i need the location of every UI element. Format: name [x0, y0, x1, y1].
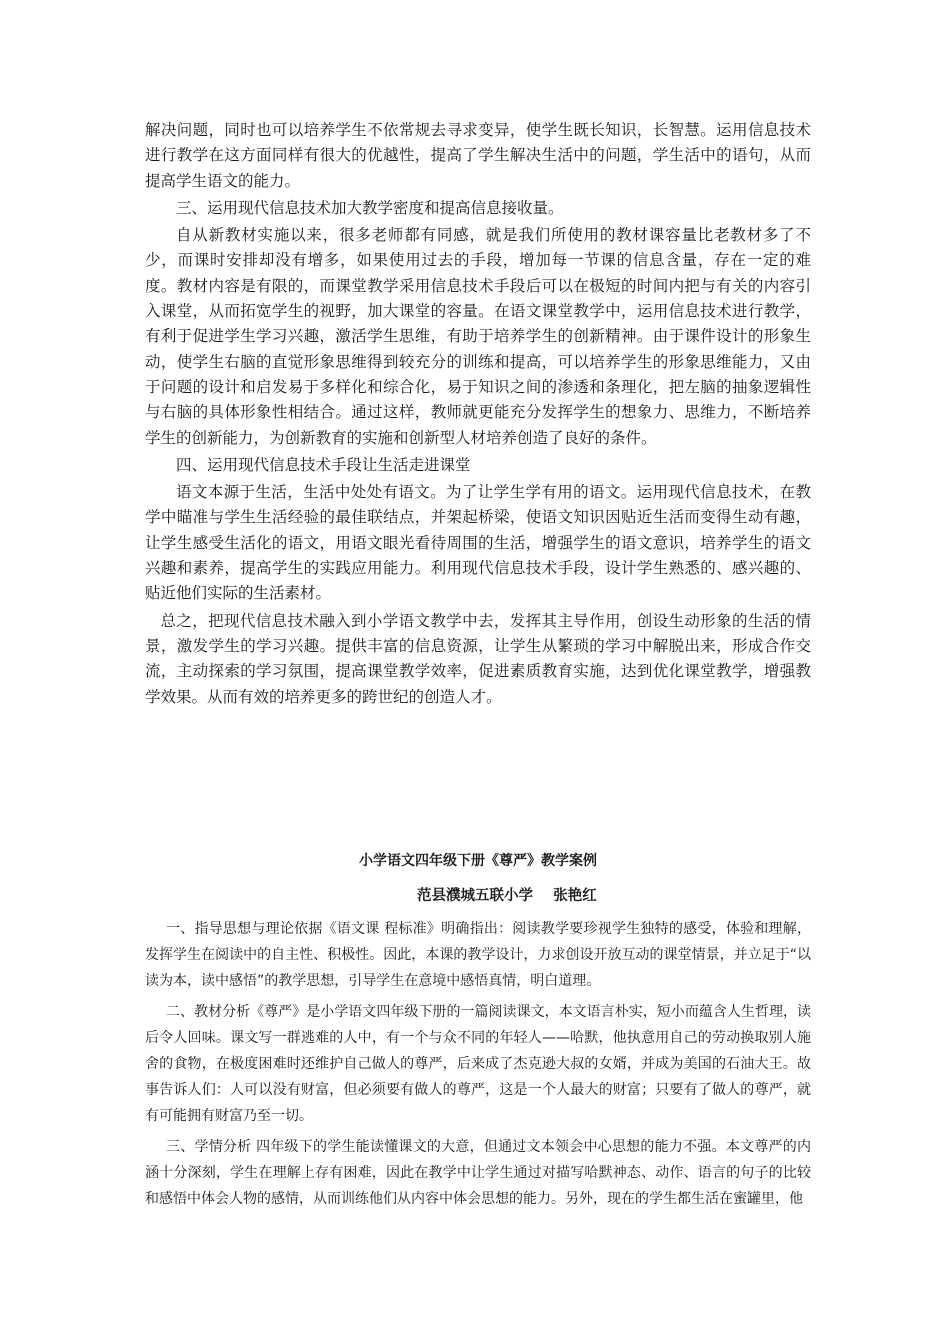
section-heading-3: 三、运用现代信息技术加大教学密度和提高信息接收量。	[176, 198, 564, 217]
article-title: 小学语文四年级下册《尊严》教学案例	[359, 853, 597, 869]
teaching-case-article	[145, 850, 811, 1219]
paragraph-conclusion: 总之，把现代信息技术融入到小学语文教学中去，发挥其主导作用，创设生动形象的生活的情景，激发学生的学习兴趣。提供丰富的信息资源，让学生从繁琐的学习中解脱出来，形成合作交流，主动探索的学习氛围，提高课堂教学效率，促进素质教育实施，达到优化课堂教学，增强教学效果。从而有效的培养更多的跨世纪的创造人才。	[145, 611, 811, 706]
article-continuation	[145, 118, 811, 710]
section-textbook-analysis: 二、教材分析《尊严》是小学语文四年级下册的一篇阅读课文，本文语言朴实，短小而蕴含人生哲理，读后令人回味。课文写一群逃难的人中，有一个与众不同的年轻人——哈默，他执意用自己的劳动换取别人施舍的食物，在极度困难时还维护自己做人的尊严，后来成了杰克逊大叔的女婿，并成为美国的石油大王。故事告诉人们：人可以没有财富，但必须要有做人的尊严，这是一个人最大的财富；只要有了做人的尊严，就有可能拥有财富乃至一切。	[145, 1004, 811, 1124]
section-heading-4: 四、运用现代信息技术手段让生活走进课堂	[176, 455, 471, 474]
paragraph-intro-continuation: 解决问题，同时也可以培养学生不依常规去寻求变异，使学生既长知识，长智慧。运用信息技术进行教学在这方面同样有很大的优越性，提高了学生解决生活中的问题，学生活中的语句，从而提高学生语文的能力。	[145, 121, 811, 190]
section-student-analysis: 三、学情分析 四年级下的学生能读懂课文的大意，但通过文本领会中心思想的能力不强。本文尊严的内涵十分深刻，学生在理解上存有困难，因此在教学中让学生通过对描写哈默神态、动作、语言的句子的比较和感悟中体会人物的感情，从而训练他们从内容中体会思想的能力。另外，现在的学生都生活在蜜罐里，他	[145, 1139, 811, 1207]
paragraph-section-4: 语文本源于生活，生活中处处有语文。为了让学生学有用的语文。运用现代信息技术，在教学中瞄准与学生生活经验的最佳联结点，并架起桥梁，使语文知识因贴近生活而变得生动有趣，让学生感受生活化的语文，用语文眼光看待周围的生活，增强学生的语文意识，培养学生的语文兴趣和素养，提高学生的实践应用能力。利用现代信息技术手段，设计学生熟悉的、感兴趣的、贴近他们实际的生活素材。	[145, 483, 811, 603]
article-author: 范县濮城五联小学 张艳红	[417, 888, 597, 904]
paragraph-section-3: 自从新教材实施以来，很多老师都有同感，就是我们所使用的教材课容量比老教材多了不少，而课时安排却没有增多，如果使用过去的手段，增加每一节课的信息含量，存在一定的难度。教材内容是有限的，而课堂教学采用信息技术手段后可以在极短的时间内把与有关的内容引入课堂，从而拓宽学生的视野，加大课堂的容量。在语文课堂教学中，运用信息技术进行教学，有利于促进学生学习兴趣，激活学生思维，有助于培养学生的创新精神。由于课件设计的形象生动，使学生右脑的直觉形象思维得到较充分的训练和提高，可以培养学生的形象思维能力，又由于问题的设计和启发易于多样化和综合化，易于知识之间的渗透和条理化，把左脑的抽象逻辑性与右脑的具体形象性相结合。通过这样，教师就更能充分发挥学生的想象力、思维力，不断培养学生的创新能力，为创新教育的实施和创新型人材培养创造了良好的条件。	[145, 226, 811, 447]
section-guiding-ideas: 一、指导思想与理论依据《语文课 程标准》明确指出：阅读教学要珍视学生独特的感受，体验和理解，发挥学生在阅读中的自主性、积极性。因此，本课的教学设计，力求创设开放互动的课堂情景，并立足于“以读为本，读中感悟”的教学思想，引导学生在意境中感悟真情，明白道理。	[145, 921, 811, 989]
